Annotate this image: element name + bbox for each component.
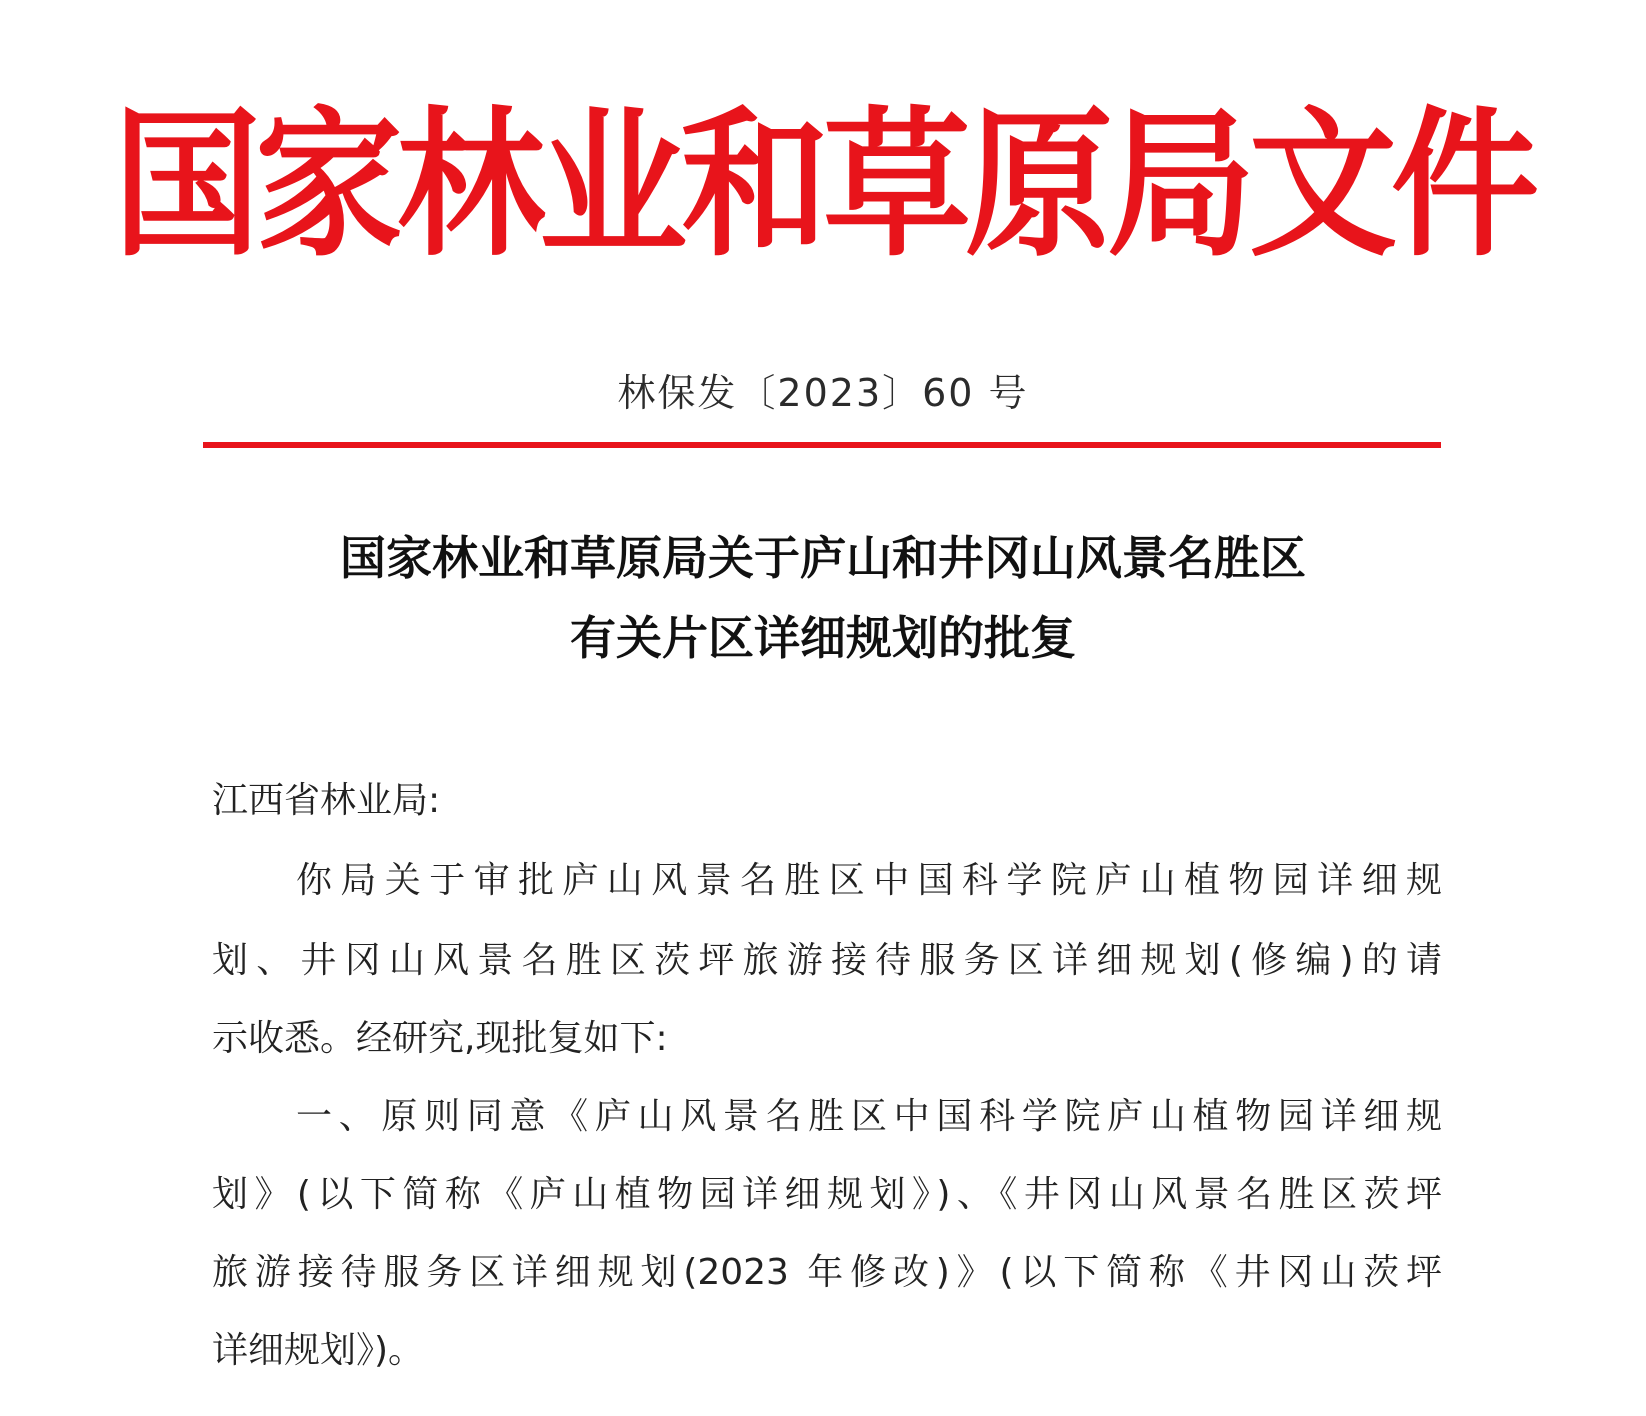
document-title-line-2: 有关片区详细规划的批复 [570, 611, 1076, 665]
paragraph-2-line-3: 旅游接待服务区详细规划(2023 年修改)》(以下简称《井冈山茨坪 [212, 1252, 1442, 1293]
paragraph-2-line-1: 一、原则同意《庐山风景名胜区中国科学院庐山植物园详细规 [296, 1096, 1442, 1137]
paragraph-2-line-4: 详细规划》)。 [212, 1330, 425, 1371]
addressee: 江西省林业局: [212, 780, 441, 821]
paragraph-2-line-2: 划》(以下简称《庐山植物园详细规划》)、《井冈山风景名胜区茨坪 [212, 1174, 1442, 1215]
document-title-line-1: 国家林业和草原局关于庐山和井冈山风景名胜区 [340, 531, 1306, 585]
issuer-banner: 国家林业和草原局文件 [113, 92, 1533, 279]
document-number: 林保发〔2023〕60 号 [617, 371, 1029, 415]
red-divider-line [203, 442, 1441, 448]
paragraph-1-line-1: 你局关于审批庐山风景名胜区中国科学院庐山植物园详细规 [296, 860, 1442, 901]
paragraph-1-line-2: 划、井冈山风景名胜区茨坪旅游接待服务区详细规划(修编)的请 [212, 940, 1442, 981]
paragraph-1-line-3: 示收悉。经研究,现批复如下: [212, 1018, 668, 1059]
